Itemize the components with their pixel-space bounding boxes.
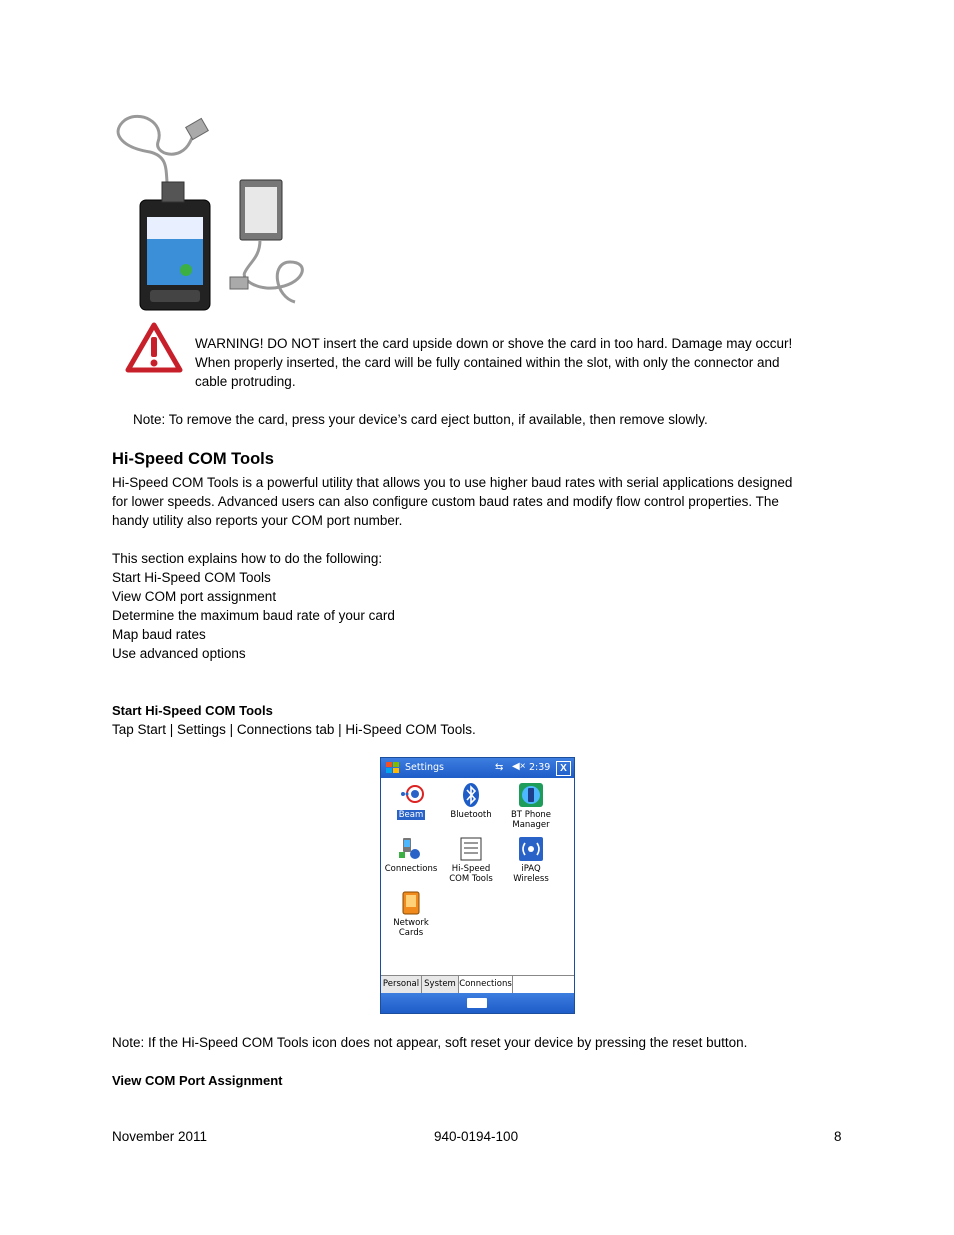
keyboard-icon[interactable] (467, 998, 487, 1008)
beam-icon (397, 782, 425, 808)
connections-icon (397, 836, 425, 862)
app-label: iPAQ (521, 864, 541, 874)
app-label: COM Tools (449, 874, 493, 884)
app-connections[interactable] (380, 836, 443, 874)
hi-speed-com-tools-icon (457, 836, 485, 862)
section-heading: Hi-Speed COM Tools (112, 450, 274, 468)
app-label: Cards (398, 928, 424, 938)
app-label: Bluetooth (450, 810, 492, 820)
network-cards-icon (397, 890, 425, 916)
start-instruction: Tap Start | Settings | Connections tab | Hi-Speed COM Tools. (112, 722, 476, 737)
list-item: Use advanced options (112, 646, 246, 661)
device-card-illustration (110, 112, 315, 312)
warning-line-1: WARNING! DO NOT insert the card upside down or shove the card in too hard. Damage may occur! (195, 336, 793, 351)
explains-text: This section explains how to do the following: (112, 551, 383, 566)
app-bluetooth[interactable] (439, 782, 503, 820)
tab-strip (381, 975, 574, 994)
app-label: Connections (384, 864, 438, 874)
intro-line-2: for lower speeds. Advanced users can also configure custom baud rates and modify flow control properties. The (112, 494, 779, 509)
warning-line-3: cable protruding. (195, 374, 296, 389)
window-title: Settings (405, 762, 444, 773)
app-beam[interactable] (380, 782, 443, 820)
menu-bar (381, 993, 574, 1013)
view-heading: View COM Port Assignment (112, 1073, 283, 1088)
bluetooth-icon (457, 782, 485, 808)
app-label: Beam (398, 810, 424, 820)
warning-icon (125, 322, 183, 374)
app-label: Wireless (513, 874, 549, 884)
tab-connections[interactable]: Connections (459, 975, 513, 994)
list-item: Map baud rates (112, 627, 206, 642)
list-item: View COM port assignment (112, 589, 277, 604)
app-bt-phone-manager[interactable] (499, 782, 563, 830)
app-label: Hi-Speed (451, 864, 491, 874)
app-ipaq-wireless[interactable] (499, 836, 563, 884)
note-icon-missing: Note: If the Hi-Speed COM Tools icon does not appear, soft reset your device by pressing the reset button. (112, 1035, 748, 1050)
ipaq-wireless-icon (517, 836, 545, 862)
app-label: BT Phone (510, 810, 552, 820)
footer-doc-number: 940-0194-100 (434, 1129, 519, 1144)
start-heading: Start Hi-Speed COM Tools (112, 703, 273, 718)
volume-muted-icon[interactable]: ◀× (512, 761, 526, 772)
title-bar (381, 758, 574, 778)
bt-phone-manager-icon (517, 782, 545, 808)
connectivity-icon[interactable]: ⇆ (495, 762, 504, 773)
footer-date: November 2011 (112, 1129, 208, 1144)
warning-line-2: When properly inserted, the card will be fully contained within the slot, with only the connector and (195, 355, 780, 370)
windows-start-icon[interactable] (385, 761, 400, 775)
clock[interactable]: 2:39 (529, 762, 551, 773)
app-label: Network (393, 918, 429, 928)
note-remove-card: Note: To remove the card, press your device’s card eject button, if available, then remove slowly. (133, 412, 708, 427)
list-item: Start Hi-Speed COM Tools (112, 570, 271, 585)
footer-page-number: 8 (834, 1129, 842, 1144)
tab-personal[interactable]: Personal (381, 976, 422, 993)
close-button[interactable]: X (556, 761, 571, 776)
app-label: Manager (512, 820, 550, 830)
app-network-cards[interactable] (380, 890, 443, 938)
app-hi-speed-com-tools[interactable] (439, 836, 503, 884)
intro-line-1: Hi-Speed COM Tools is a powerful utility that allows you to use higher baud rates with serial applications designed (112, 475, 793, 490)
settings-screenshot (380, 757, 575, 1014)
list-item: Determine the maximum baud rate of your card (112, 608, 395, 623)
intro-line-3: handy utility also reports your COM port number. (112, 513, 403, 528)
tab-system[interactable]: System (422, 976, 459, 993)
